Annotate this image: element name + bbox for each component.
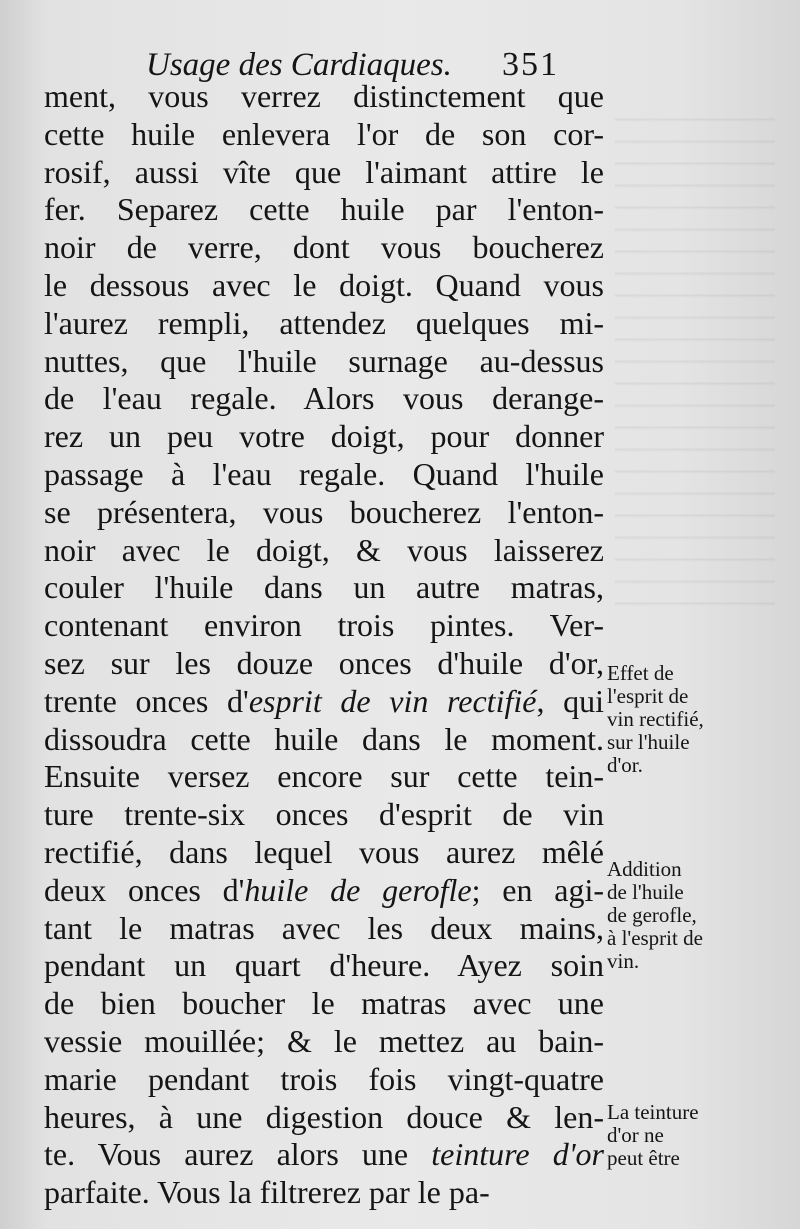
italic-term: teinture d'or (431, 1136, 605, 1173)
text-line: pendant un quart d'heure. Ayez soin (44, 947, 604, 984)
running-title: Usage des Cardiaques. (146, 47, 452, 83)
text-line: sez sur les douze onces d'huile d'or, (44, 644, 604, 681)
text-line: contenant environ trois pintes. Ver- (44, 607, 604, 644)
margin-note-teinture (607, 1101, 767, 1170)
text-line: rectifié, dans lequel vous aurez mêlé (44, 833, 604, 870)
margin-note-line: peut être (607, 1146, 680, 1170)
margin-note-line: de l'huile (607, 880, 684, 904)
text-segment: , qui (536, 682, 605, 719)
text-line: fer. Separez cette huile par l'enton- (44, 191, 604, 228)
text-line: cette huile enlevera l'or de son cor- (44, 115, 604, 152)
text-line: vessie mouillée; & le mettez au bain- (44, 1022, 604, 1059)
text-line: se présentera, vous boucherez l'enton- (44, 493, 604, 530)
margin-note-effet (607, 662, 767, 777)
text-line: rosif, aussi vîte que l'aimant attire le (44, 153, 604, 190)
margin-note-line: vin. (607, 949, 640, 973)
text-line: noir avec le doigt, & vous laisserez (44, 531, 604, 568)
margin-note-line: Addition (607, 857, 682, 881)
text-line: passage à l'eau regale. Quand l'huile (44, 455, 604, 492)
margin-note-line: à l'esprit de (607, 926, 703, 950)
text-line: couler l'huile dans un autre matras, (44, 569, 604, 606)
text-line: noir de verre, dont vous boucherez (44, 229, 604, 266)
text-line: de l'eau regale. Alors vous derange- (44, 380, 604, 417)
text-line: de bien boucher le matras avec une (44, 985, 604, 1022)
text-line: Ensuite versez encore sur cette tein- (44, 758, 604, 795)
text-line (44, 1136, 604, 1174)
text-line: nuttes, que l'huile surnage au-dessus (44, 342, 604, 379)
text-line: heures, à une digestion douce & len- (44, 1098, 604, 1135)
margin-note-line: La teinture (607, 1100, 699, 1124)
margin-note-line: Effet de (607, 661, 674, 685)
margin-note-addition (607, 858, 767, 973)
margin-note-line: d'or. (607, 753, 643, 777)
text-line: parfaite. Vous la filtrerez par le pa- (44, 1174, 490, 1211)
text-line: tant le matras avec les deux mains, (44, 909, 604, 946)
main-text-block (44, 78, 604, 1212)
margin-note-line: d'or ne (607, 1123, 664, 1147)
text-segment: ; en agi- (471, 871, 604, 908)
text-line: rez un peu votre doigt, pour donner (44, 418, 604, 455)
margin-note-line: de gerofle, (607, 903, 697, 927)
text-line (44, 872, 604, 910)
text-line: ment, vous verrez distinctement que (44, 78, 604, 114)
text-line: ture trente-six onces d'esprit de vin (44, 796, 604, 833)
text-segment: trente onces d' (44, 682, 249, 719)
margin-note-line: vin rectifié, (607, 707, 704, 731)
text-line (44, 683, 604, 721)
text-segment: deux onces d' (44, 871, 245, 908)
show-through-texture (615, 100, 775, 620)
italic-term: esprit de vin rectifié (248, 682, 537, 719)
margin-note-line: l'esprit de (607, 684, 689, 708)
text-line: le dessous avec le doigt. Quand vous (44, 266, 604, 303)
text-segment: te. Vous aurez alors une (44, 1136, 432, 1173)
text-line: dissoudra cette huile dans le moment. (44, 720, 604, 757)
margin-note-line: sur l'huile (607, 730, 690, 754)
page-number: 351 (502, 46, 559, 83)
italic-term: huile de gerofle (244, 871, 472, 908)
text-line: l'aurez rempli, attendez quelques mi- (44, 304, 604, 341)
text-line: marie pendant trois fois vingt-quatre (44, 1060, 604, 1097)
